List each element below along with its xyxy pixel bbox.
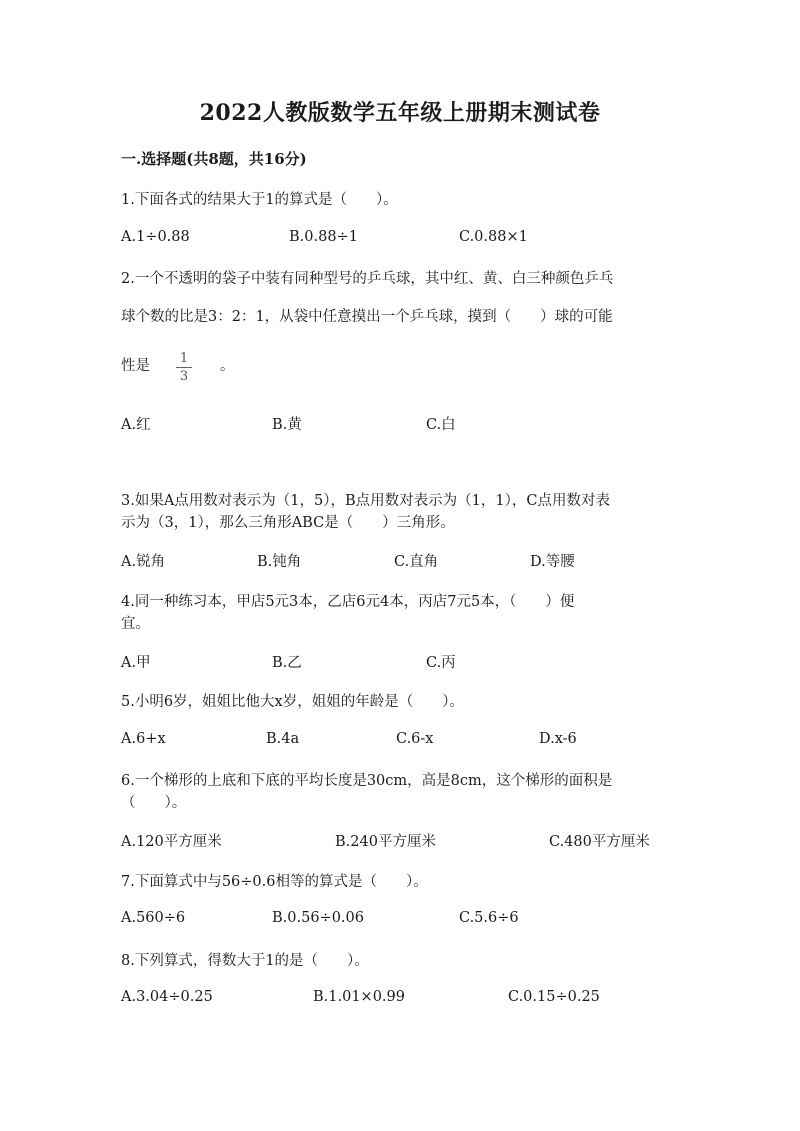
question-3-text-line-1: 3.如果A点用数对表示为（1，5），B点用数对表示为（1，1），C点用数对表 <box>121 493 610 509</box>
question-8-option-b: B.1.01×0.99 <box>313 989 405 1005</box>
question-7-option-c: C.5.6÷6 <box>459 910 519 926</box>
question-1-option-a: A.1÷0.88 <box>121 229 190 245</box>
question-1-option-b: B.0.88÷1 <box>289 229 358 245</box>
question-2-option-a: A.红 <box>121 417 151 433</box>
question-8-text: 8.下列算式，得数大于1的是（ ）。 <box>121 953 369 969</box>
fraction-numerator: 1 <box>179 351 189 366</box>
question-2-text-period: 。 <box>220 358 235 374</box>
question-6-option-c: C.480平方厘米 <box>549 834 650 850</box>
question-1-option-c: C.0.88×1 <box>459 229 528 245</box>
question-3-option-c: C.直角 <box>394 554 439 570</box>
question-4-option-b: B.乙 <box>272 655 302 671</box>
question-8-option-a: A.3.04÷0.25 <box>121 989 213 1005</box>
question-4-option-a: A.甲 <box>121 655 151 671</box>
question-8-option-c: C.0.15÷0.25 <box>508 989 600 1005</box>
question-4-option-c: C.丙 <box>426 655 456 671</box>
question-3-option-a: A.锐角 <box>121 554 166 570</box>
question-2-option-b: B.黄 <box>272 417 302 433</box>
question-5-option-d: D.x-6 <box>539 731 577 747</box>
question-3-option-d: D.等腰 <box>530 554 575 570</box>
question-5-text: 5.小明6岁，姐姐比他大x岁，姐姐的年龄是（ ）。 <box>121 694 464 710</box>
question-5-option-b: B.4a <box>266 731 300 747</box>
question-3-text-line-2: 示为（3，1），那么三角形ABC是（ ）三角形。 <box>121 515 455 531</box>
question-2-text-line-1: 2.一个不透明的袋子中装有同种型号的乒乓球，其中红、黄、白三种颜色乒乓 <box>121 271 614 287</box>
question-7-option-a: A.560÷6 <box>121 910 186 926</box>
question-6-option-a: A.120平方厘米 <box>121 834 222 850</box>
question-4-text-line-2: 宜。 <box>121 616 150 632</box>
probability-fraction <box>176 351 192 384</box>
fraction-denominator: 3 <box>179 369 189 384</box>
question-2-text-line-2: 球个数的比是3：2：1，从袋中任意摸出一个乒乓球，摸到（ ）球的可能 <box>121 309 613 325</box>
question-1-text: 1.下面各式的结果大于1的算式是（ ）。 <box>121 192 398 208</box>
question-2-text-line-3: 性是 <box>121 358 150 374</box>
section-heading: 一.选择题(共8题，共16分) <box>121 150 307 168</box>
fraction-bar <box>176 367 192 368</box>
question-4-text-line-1: 4.同一种练习本，甲店5元3本，乙店6元4本，丙店7元5本，（ ）便 <box>121 594 575 610</box>
question-5-option-a: A.6+x <box>121 731 166 747</box>
question-7-option-b: B.0.56÷0.06 <box>272 910 364 926</box>
question-6-text-line-2: （ ）。 <box>121 795 187 811</box>
question-3-option-b: B.钝角 <box>257 554 302 570</box>
question-7-text: 7.下面算式中与56÷0.6相等的算式是（ ）。 <box>121 874 428 890</box>
page-title: 2022人教版数学五年级上册期末测试卷 <box>199 100 601 126</box>
question-6-option-b: B.240平方厘米 <box>335 834 436 850</box>
question-6-text-line-1: 6.一个梯形的上底和下底的平均长度是30cm，高是8cm，这个梯形的面积是 <box>121 773 613 789</box>
question-2-option-c: C.白 <box>426 417 456 433</box>
question-5-option-c: C.6-x <box>396 731 434 747</box>
